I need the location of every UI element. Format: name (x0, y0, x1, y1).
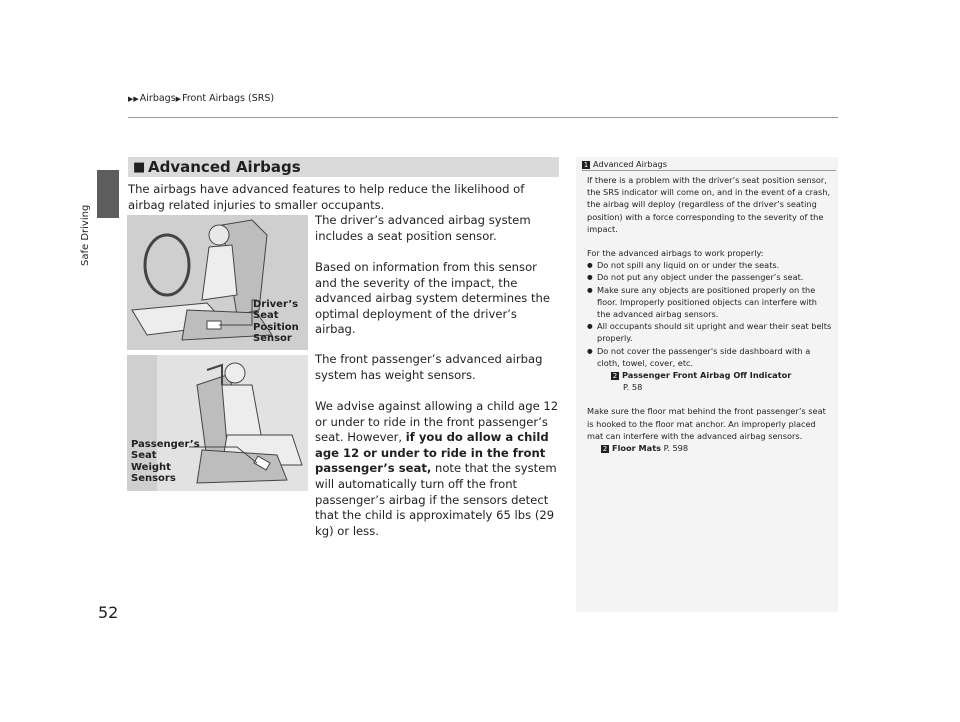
section-heading (128, 157, 559, 177)
driver-sensor-label (253, 299, 299, 345)
label-line: Position (253, 321, 299, 333)
ref-title[interactable]: Passenger Front Airbag Off Indicator (622, 370, 792, 381)
arrow-right-icon: 2 (612, 371, 618, 380)
ref-title[interactable]: Floor Mats (612, 443, 661, 454)
header-divider (128, 117, 838, 118)
arrow-icon: ▶ (175, 95, 182, 103)
side-note-body (587, 174, 832, 454)
side-note-title: Advanced Airbags (593, 159, 667, 169)
square-bullet-icon: ■ (133, 160, 146, 175)
paragraph-driver-system: The driver’s advanced airbag system includes a seat position sensor. (315, 213, 531, 243)
passenger-seat-illustration (127, 355, 308, 491)
section-title: Advanced Airbags (148, 158, 301, 176)
passenger-sensor-label (131, 439, 200, 485)
breadcrumb (128, 93, 274, 104)
list-item: ● Do not spill any liquid on or under the seats. (587, 259, 832, 271)
paragraph-sensor-deployment: Based on information from this sensor and the severity of the impact, the advanced airbag system determines the optimal deployment of the driver’s airbag. (315, 260, 551, 337)
note-number-icon: 1 (583, 160, 589, 169)
list-item: ● Do not cover the passenger's side dashboard with a cloth, towel, cover, etc. (587, 345, 832, 369)
breadcrumb-item-front-airbags[interactable]: Front Airbags (SRS) (182, 93, 275, 104)
arrow-icon: ▶▶ (128, 95, 139, 103)
note-paragraph: If there is a problem with the driver’s seat position sensor, the SRS indicator will come on, and in the event of a crash, the airbag will deploy (regardless of the driver’s seating position) with a force corresponding to the severity of the impact. (587, 175, 831, 234)
chapter-tab-marker (97, 170, 119, 218)
label-line: Passenger’s (131, 439, 200, 450)
child-warning-rest: note that the system will automatically turn off the front passenger’s airbag if the sensors detect that the child is approximately 65 lbs (29 kg) or less. (315, 461, 557, 538)
note-paragraph: Make sure the floor mat behind the front passenger’s seat is hooked to the floor mat anchor. An improperly placed mat can interfere with the advanced airbag sensors. (587, 406, 826, 441)
paragraph-child-warning (315, 399, 561, 539)
chapter-tab-label: Safe Driving (80, 204, 91, 266)
ref-page: P. 598 (663, 443, 689, 454)
child-warning-bold: if you do allow a child age 12 or under to ride in the front passenger’s seat, (315, 430, 549, 476)
list-item: ● Do not put any object under the passenger’s seat. (587, 271, 832, 283)
paragraph-passenger-system: The front passenger’s advanced airbag system has weight sensors. (315, 352, 543, 382)
intro-paragraph: The airbags have advanced features to help reduce the likelihood of airbag related injuries to smaller occupants. (128, 182, 525, 212)
label-line: Weight (131, 461, 171, 473)
side-note-header (582, 159, 836, 171)
label-line: Driver’s (253, 299, 299, 310)
arrow-right-icon: 2 (602, 444, 608, 453)
label-line: Seat (253, 310, 279, 322)
label-line: Seat (131, 450, 157, 462)
page-number: 52 (98, 603, 119, 622)
driver-seat-illustration (127, 215, 308, 350)
cross-reference-floor-mats[interactable] (587, 442, 832, 454)
note-paragraph: For the advanced airbags to work properly: (587, 248, 764, 259)
list-item: ● All occupants should sit upright and wear their seat belts properly. (587, 320, 832, 344)
breadcrumb-item-airbags[interactable]: Airbags (139, 93, 176, 104)
label-line: Sensors (131, 473, 176, 485)
child-warning-text: We advise against allowing a child age 12 or under to ride in the front passenger’s seat. However, (315, 399, 559, 445)
ref-page: P. 58 (623, 382, 643, 393)
label-line: Sensor (253, 333, 292, 345)
side-note (576, 157, 838, 612)
list-item: ● Make sure any objects are positioned properly on the floor. Improperly positioned objects can interfere with the advanced airbag sensors. (587, 284, 832, 321)
cross-reference-airbag-indicator[interactable] (587, 369, 832, 393)
